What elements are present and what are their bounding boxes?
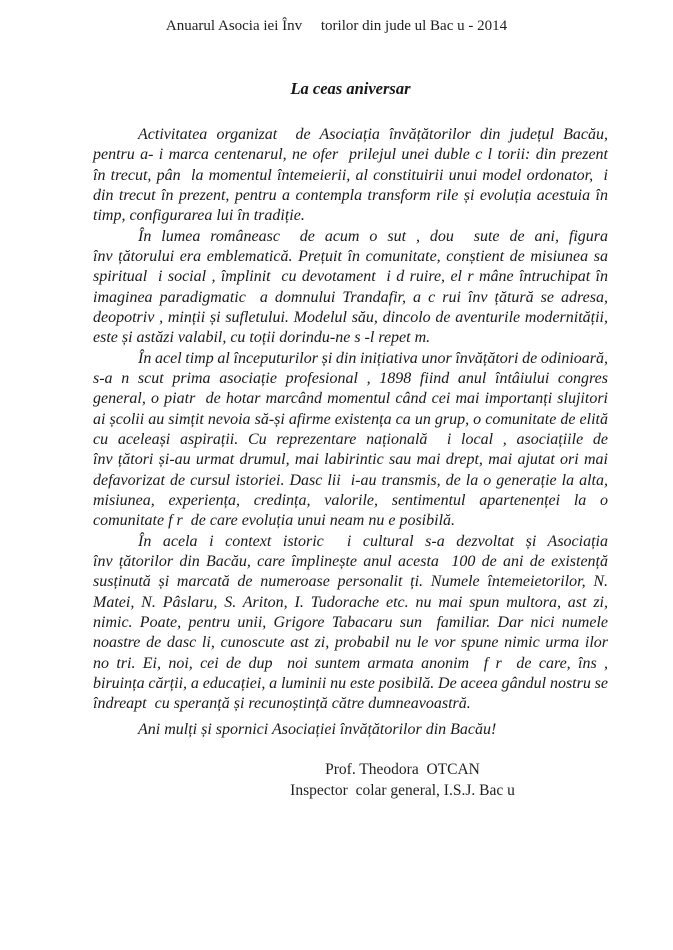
text-line: ai școlii au simțit nevoia să-și afirme existența ca un grup, o comunitate de elită xyxy=(93,410,608,428)
text-line: timp, configurarea lui în tradiție. xyxy=(93,207,305,225)
text-line: în trecut, pân la momentul întemeierii, al constituirii unui model ordonator, i xyxy=(93,166,608,184)
text-line: no tri. Ei, noi, cei de dup noi suntem armata anonim f r de care, îns , xyxy=(93,654,608,672)
text-line: În acel timp al începuturilor și din inițiativa unor învățători de odinioară, xyxy=(138,349,609,367)
signature-role: Inspector colar general, I.S.J. Bac u xyxy=(290,781,515,799)
text-line: spiritual i social , împlinit cu devotament i d ruire, el r mâne întruchipat în xyxy=(93,268,608,286)
text-line: imaginea paradigmatic a domnului Trandafir, a c rui înv țătură se adresa, xyxy=(93,288,608,306)
text-line: este și astăzi valabil, cu toții dorindu-ne s -l repet m. xyxy=(93,329,431,347)
closing-line: Ani mulți și spornici Asociației învățătorilor din Bacău! xyxy=(138,720,497,738)
text-line: biruința cărții, a educației, a luminii nu este posibilă. De aceea gândul nostru se xyxy=(93,674,608,692)
text-line: misiunea, experiența, credința, valorile, sentimentul apartenenței la o xyxy=(93,491,608,509)
text-line: comunitate f r de care evoluția unui neam nu e posibilă. xyxy=(93,512,456,530)
text-line: defavorizat de cursul istoriei. Dasc lii i-au transmis, de la o generație la alta, xyxy=(93,471,608,489)
text-line: nimic. Poate, pentru unii, Grigore Tabacaru sun familiar. Dar nici numele xyxy=(93,613,608,631)
text-line: îndreapt cu speranță și recunoștință către dumneavoastră. xyxy=(93,695,471,713)
signature-name: Prof. Theodora OTCAN xyxy=(325,760,480,778)
page-title: La ceas aniversar xyxy=(290,79,411,98)
text-line: noastre de dasc li, cunoscute ast zi, probabil nu le vor spune nimic urma ilor xyxy=(93,634,608,652)
text-line: înv țătorului era emblematică. Prețuit în comunitate, conștient de misiunea sa xyxy=(93,247,608,265)
text-line: În lumea româneasc de acum o sut , dou sute de ani, figura xyxy=(138,227,608,245)
text-line: Activitatea organizat de Asociația învățătorilor din județul Bacău, xyxy=(138,126,608,143)
text-line: deopotriv , minții și sufletului. Modelul său, dincolo de aventurile modernității, xyxy=(93,308,608,326)
signature-block xyxy=(93,759,608,801)
paragraph xyxy=(93,227,608,349)
paragraph xyxy=(93,532,608,715)
text-line: pentru a- i marca centenarul, ne ofer prilejul unei duble c l torii: din prezent xyxy=(93,146,608,164)
text-line: înv țători și-au urmat drumul, mai labirintic sau mai drept, mai ajutat ori mai xyxy=(93,451,608,469)
text-line: general, o piatr de hotar marcând momentul când cei mai importanți slujitori xyxy=(93,390,608,408)
body-text xyxy=(93,125,608,715)
paragraph xyxy=(93,125,608,227)
text-line: Matei, N. Pâslaru, S. Ariton, I. Tudorache etc. nu mai spun multora, ast zi, xyxy=(93,593,608,611)
text-line: înv țătorilor din Bacău, care împlinește anul acesta 100 de ani de existență xyxy=(93,552,608,570)
text-line: s-a n scut prima asociație profesional , 1898 fiind anul întâiului congres xyxy=(93,369,608,387)
page-header: Anuarul Asocia iei Înv torilor din jude ul Bac u - 2014 xyxy=(165,18,508,34)
text-line: din trecut în prezent, pentru a contempla transform rile și evoluția acestuia în xyxy=(93,186,608,204)
text-line: cu aceleași aspirații. Cu reprezentare națională i local , asociațiile de xyxy=(93,430,608,448)
content-block xyxy=(93,78,608,801)
text-line: În acela i context istoric i cultural s-a dezvoltat și Asociația xyxy=(138,532,608,550)
text-line: susținută și marcată de numeroase personalit ți. Numele întemeietorilor, N. xyxy=(93,573,608,591)
paragraph xyxy=(93,349,608,532)
